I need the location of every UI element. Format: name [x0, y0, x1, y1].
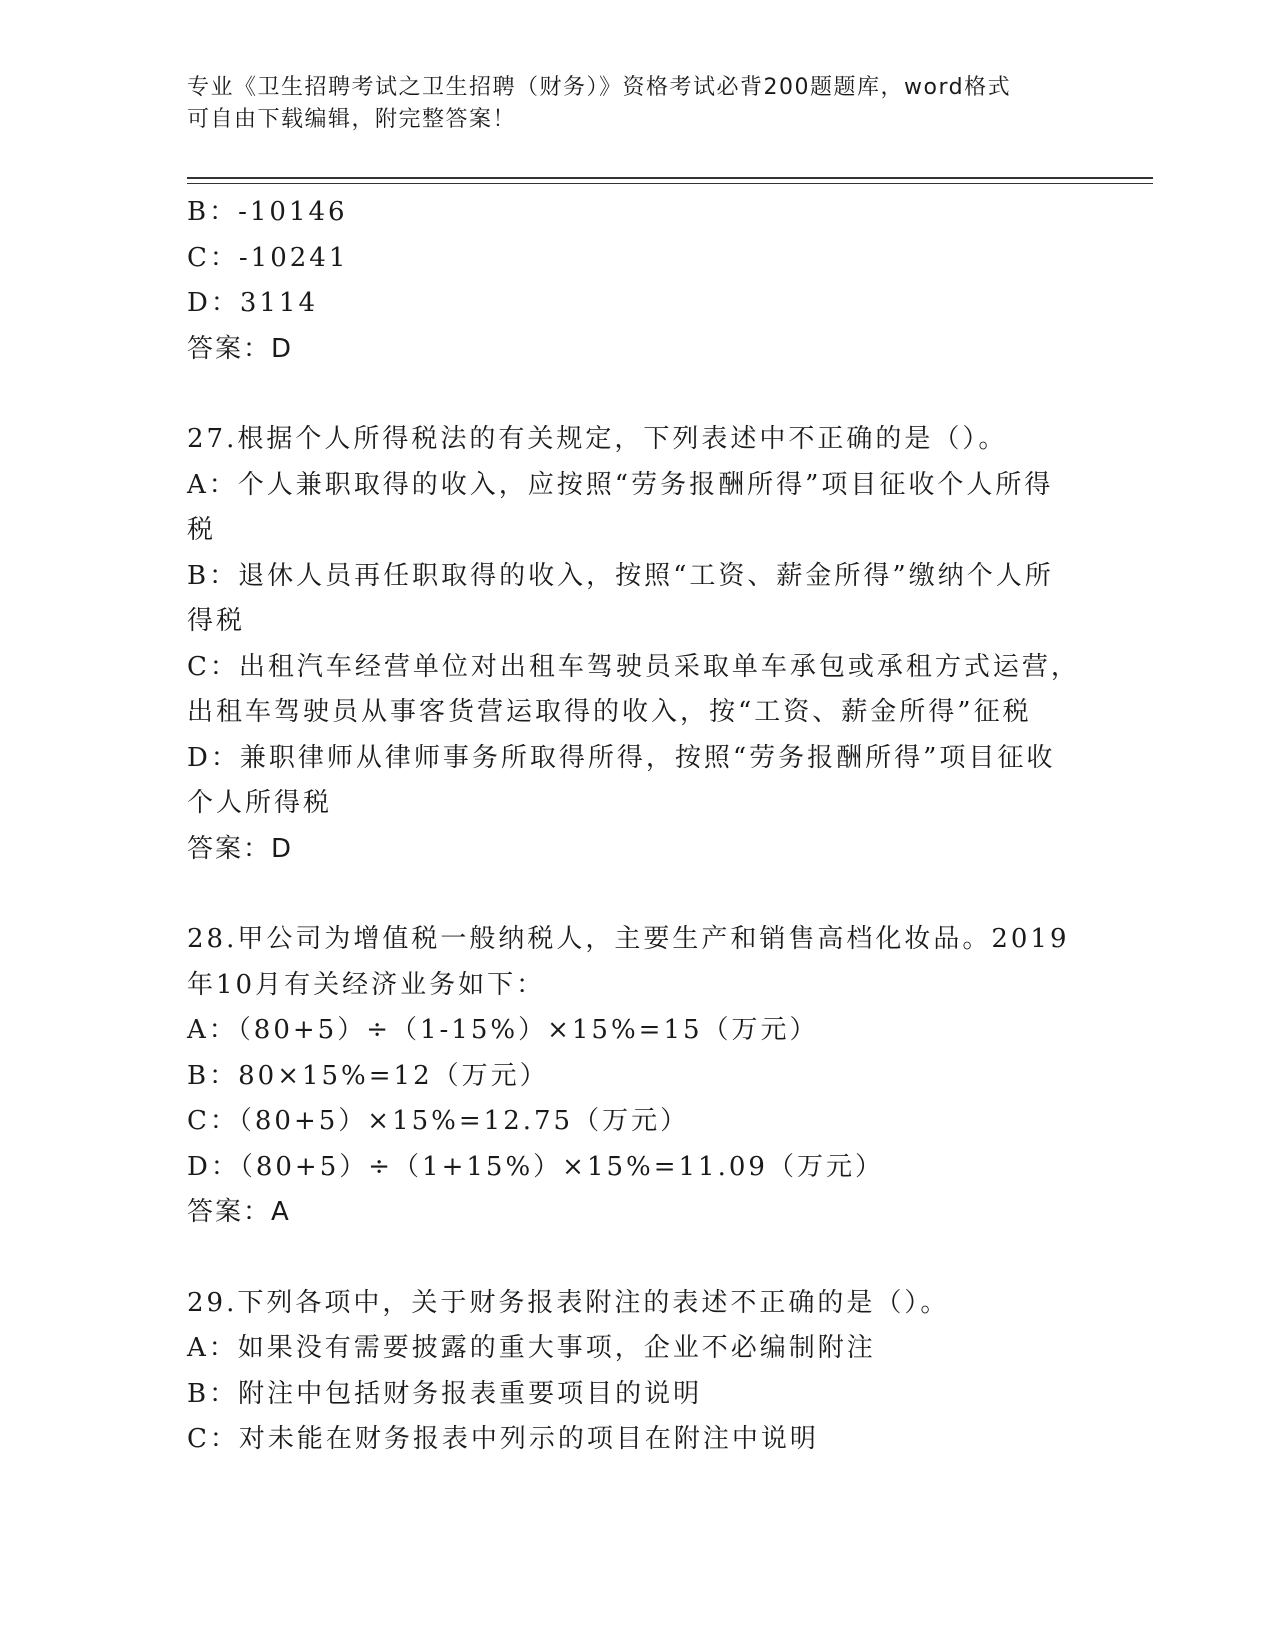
option-d: D：（80+5）÷（1+15%）×15%=11.09（万元）	[187, 1151, 884, 1182]
answer: 答案：D	[187, 333, 294, 364]
question-stem-cont: 年10月有关经济业务如下：	[187, 969, 546, 1000]
spacer	[187, 372, 1087, 417]
document-header	[187, 72, 1087, 136]
option-c-cont: 出租车驾驶员从事客货营运取得的收入，按“工资、薪金所得”征税	[187, 697, 1032, 727]
option-c: C：出租汽车经营单位对出租车驾驶员采取单车承包或承租方式运营，	[187, 651, 1080, 682]
question-29	[187, 1281, 1087, 1463]
header-divider-thick	[187, 177, 1153, 179]
spacer	[187, 1236, 1087, 1281]
option-a: A：个人兼职取得的收入，应按照“劳务报酬所得”项目征收个人所得	[187, 469, 1054, 500]
option-a: A：（80+5）÷（1-15%）×15%=15（万元）	[187, 1015, 819, 1045]
option-d-cont: 个人所得税	[187, 788, 333, 818]
question-27	[187, 417, 1087, 872]
option-b-cont: 得税	[187, 606, 246, 636]
document-body	[187, 190, 1087, 1463]
option-b: B：退休人员再任职取得的收入，按照“工资、薪金所得”缴纳个人所	[187, 560, 1054, 591]
option-d: D：兼职律师从律师事务所取得所得，按照“劳务报酬所得”项目征收	[187, 742, 1056, 773]
answer: 答案：A	[187, 1197, 291, 1227]
answer: 答案：D	[187, 833, 294, 864]
option-b: B：附注中包括财务报表重要项目的说明	[187, 1378, 703, 1409]
option-b: B：-10146	[187, 197, 348, 227]
option-c: C：（80+5）×15%=12.75（万元）	[187, 1106, 690, 1136]
question-28	[187, 917, 1087, 1236]
question-26-tail	[187, 190, 1087, 372]
option-c: C：对未能在财务报表中列示的项目在附注中说明	[187, 1424, 819, 1454]
header-divider-thin	[187, 183, 1153, 184]
question-stem: 28.甲公司为增值税一般纳税人，主要生产和销售高档化妆品。2019	[187, 924, 1070, 954]
option-b: B：80×15%=12（万元）	[187, 1060, 549, 1091]
option-a: A：如果没有需要披露的重大事项，企业不必编制附注	[187, 1333, 876, 1363]
spacer	[187, 872, 1087, 917]
option-d: D：3114	[187, 288, 319, 318]
option-a-cont: 税	[187, 515, 217, 545]
header-line-2: 可自由下载编辑，附完整答案！	[187, 107, 517, 132]
question-stem: 27.根据个人所得税法的有关规定，下列表述中不正确的是（）。	[187, 424, 1008, 454]
option-c: C：-10241	[187, 242, 349, 273]
question-stem: 29.下列各项中，关于财务报表附注的表述不正确的是（）。	[187, 1287, 950, 1318]
header-line-1: 专业《卫生招聘考试之卫生招聘（财务）》资格考试必背200题题库，word格式	[187, 75, 1012, 100]
